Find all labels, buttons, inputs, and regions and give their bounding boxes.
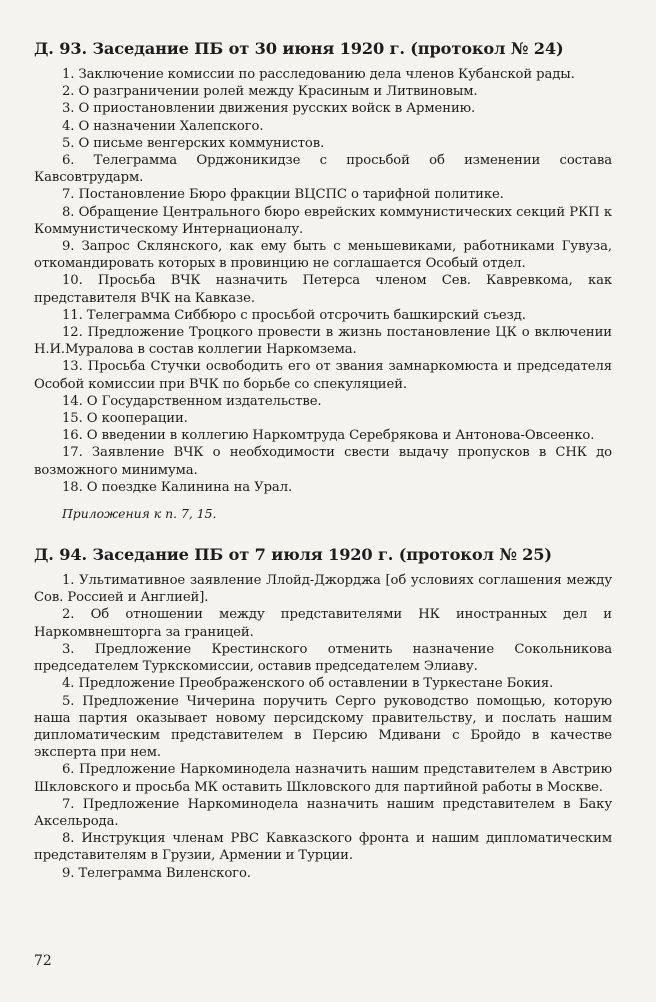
agenda-item: 9. Запрос Склянского, как ему быть с меньшевиками, работниками Гувуза, откомандировать которых в провинцию не соглашается Особый отдел. <box>34 239 612 272</box>
agenda-item: 11. Телеграмма Сиббюро с просьбой отсрочить башкирский съезд. <box>62 307 526 323</box>
agenda-item: 8. Инструкция членам РВС Кавказского фронта и нашим дипломатическим представителям в Грузии, Армении и Турции. <box>34 831 612 864</box>
agenda-item: 10. Просьба ВЧК назначить Петерса членом Сев. Кавревкома, как представителя ВЧК на Кавказе. <box>34 273 612 306</box>
agenda-item: 18. О поездке Калинина на Урал. <box>62 479 293 495</box>
agenda-item: 6. Телеграмма Орджоникидзе с просьбой об изменении состава Кавсовтрударм. <box>34 153 612 186</box>
agenda-item: 12. Предложение Троцкого провести в жизнь постановление ЦК о включении Н.И.Муралова в состав коллегии Наркомзема. <box>34 325 612 358</box>
agenda-item: 17. Заявление ВЧК о необходимости свести выдачу пропусков в СНК до возможного минимума. <box>34 445 612 478</box>
document-heading: Д. 94. Заседание ПБ от 7 июля 1920 г. (протокол № 25) <box>34 545 552 565</box>
agenda-item: 14. О Государственном издательстве. <box>62 393 322 409</box>
agenda-item: 8. Обращение Центрального бюро еврейских коммунистических секций РКП к Коммунистическому Интернационалу. <box>34 204 612 237</box>
agenda-item: 1. Заключение комиссии по расследованию дела членов Кубанской рады. <box>62 67 575 82</box>
agenda-item: 7. Предложение Наркоминодела назначить нашим представителем в Баку Аксельрода. <box>34 796 612 829</box>
agenda-item: 16. О введении в коллегию Наркомтруда Серебрякова и Антонова-Овсеенко. <box>62 428 595 444</box>
page-number: 72 <box>34 953 52 969</box>
agenda-item: 2. О разграничении ролей между Красиным и Литвиновым. <box>62 84 478 100</box>
agenda-item: 2. Об отношении между представителями НК иностранных дел и Наркомвнешторга за границей. <box>34 607 612 640</box>
agenda-list <box>34 572 612 882</box>
agenda-item: 3. О приостановлении движения русских войск в Армению. <box>62 101 476 117</box>
page-content <box>34 38 612 882</box>
agenda-item: 6. Предложение Наркоминодела назначить нашим представителем в Австрию Шкловского и просьба МК оставить Шкловского для партийной работы в Москве. <box>34 762 612 795</box>
agenda-item: 9. Телеграмма Виленского. <box>62 865 251 881</box>
agenda-item: 15. О кооперации. <box>62 411 188 427</box>
agenda-item: 3. Предложение Крестинского отменить назначение Сокольникова председателем Туркскомиссии, оставив председателем Элиаву. <box>34 641 612 675</box>
document-93 <box>34 38 612 522</box>
agenda-item: 13. Просьба Стучки освободить его от звания замнаркомюста и председателя Особой комиссии при ВЧК по борьбе со спекуляцией. <box>34 359 612 392</box>
document-heading: Д. 93. Заседание ПБ от 30 июня 1920 г. (протокол № 24) <box>34 39 564 58</box>
agenda-item: 4. О назначении Халепского. <box>62 118 264 134</box>
agenda-item: 5. О письме венгерских коммунистов. <box>62 135 325 151</box>
agenda-item: 7. Постановление Бюро фракции ВЦСПС о тарифной политике. <box>62 187 504 203</box>
appendix-note: Приложения к п. 7, 15. <box>62 506 217 522</box>
section-spacer <box>34 522 612 544</box>
agenda-item: 1. Ультимативное заявление Ллойд-Джорджа [об условиях соглашения между Сов. Россией и Англией]. <box>34 573 612 606</box>
agenda-item: 4. Предложение Преображенского об оставлении в Туркестане Бокия. <box>62 676 554 692</box>
document-94 <box>34 544 612 882</box>
agenda-list <box>34 66 612 496</box>
agenda-item: 5. Предложение Чичерина поручить Серго руководство помощью, которую наша партия оказывает новому персидскому правительству, и послать нашим дипломатическим представителем в Персию Мдивани с Бройдо в качестве эксперта при нем. <box>34 693 612 761</box>
